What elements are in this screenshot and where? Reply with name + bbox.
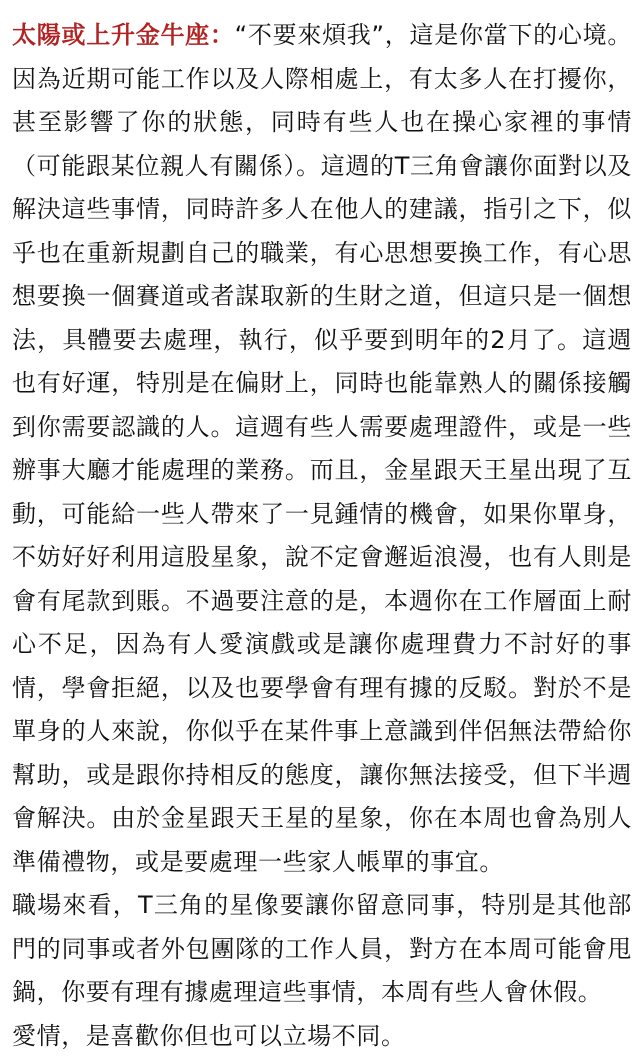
career-paragraph: 職場來看，T三角的星像要讓你留意同事，特別是其他部門的同事或者外包團隊的工作人員，對方在本周可能會甩鍋，你要有理有據處理這些事情，本周有些人會休假。 [12,884,632,1015]
sign-label: 太陽或上升金牛座： [12,21,235,49]
love-paragraph: 愛情，是喜歡你但也可以立場不同。 [12,1015,632,1058]
main-paragraph-text: “不要來煩我”，這是你當下的心境。因為近期可能工作以及人際相處上，有太多人在打擾你，甚至影響了你的狀態，同時有些人也在操心家裡的事情（可能跟某位親人有關係）。這週的T三角會讓你面對以及解決這些事情，同時許多人在他人的建議，指引之下，似乎也在重新規劃自己的職業，有心思想要換工作，有心思想要換一個賽道或者謀取新的生財之道，但這只是一個想法，具體要去處理，執行，似乎要到明年的2月了。這週也有好運，特別是在偏財上，同時也能靠熟人的關係接觸到你需要認識的人。這週有些人需要處理證件，或是一些辦事大廳才能處理的業務。而且，金星跟天王星出現了互動，可能給一些人帶來了一見鍾情的機會，如果你單身，不妨好好利用這股星象，說不定會邂逅浪漫，也有人則是會有尾款到賬。不過要注意的是，本週你在工作層面上耐心不足，因為有人愛演戲或是讓你處理費力不討好的事情，學會拒絕，以及也要學會有理有據的反駁。對於不是單身的人來說，你似乎在某件事上意識到伴侶無法帶給你幫助，或是跟你持相反的態度，讓你無法接受，但下半週會解決。由於金星跟天王星的星象，你在本周也會為別人準備禮物，或是要處理一些家人帳單的事宜。 [12,21,632,876]
main-paragraph [12,14,632,884]
horoscope-article [12,14,632,1058]
